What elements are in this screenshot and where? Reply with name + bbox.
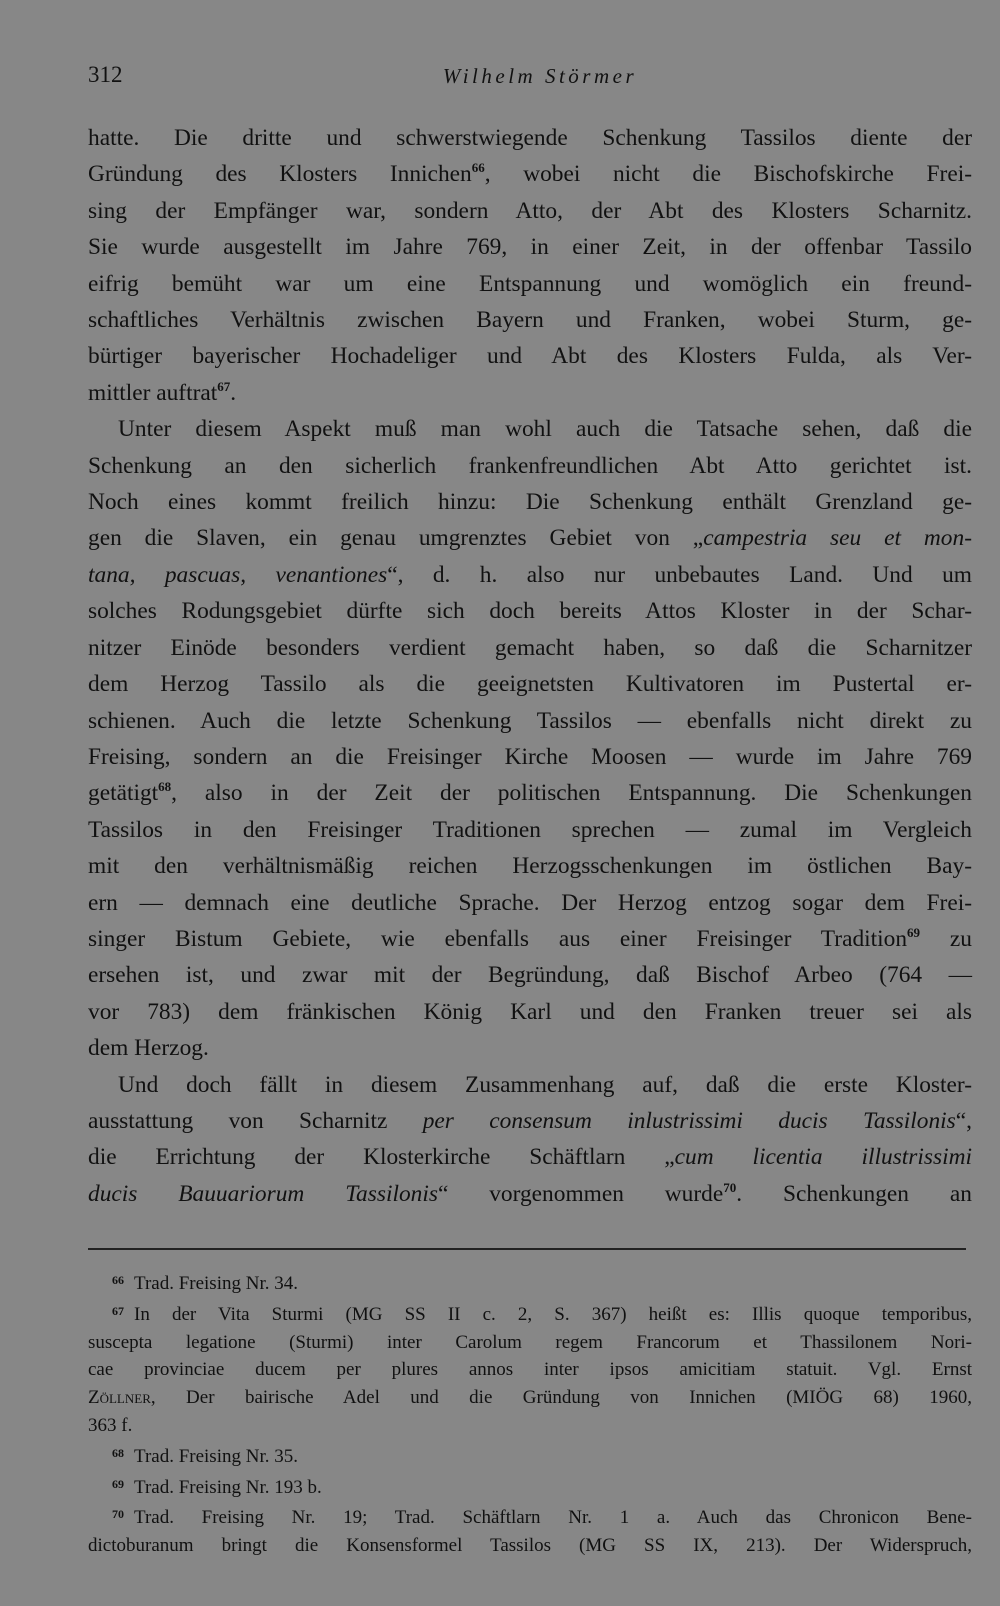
text-line: mittler auftrat$^{67}$. bbox=[88, 378, 237, 406]
text-line: tana, pascuas, venantiones“, d. h. also nur unbebautes Land. Und um bbox=[88, 561, 972, 588]
footnote-text: Trad. Freising Nr. 34. bbox=[134, 1273, 298, 1294]
paragraph-3 bbox=[88, 1067, 972, 1213]
footnote-ref-69[interactable]: 69 bbox=[907, 924, 921, 940]
text-line: mit den verhältnismäßig reichen Herzogsschenkungen im östlichen Bay- bbox=[88, 853, 972, 880]
text-line: Schenkung an den sicherlich frankenfreundlichen Abt Atto gerichtet ist. bbox=[88, 452, 972, 479]
running-head: Wilhelm Störmer bbox=[442, 64, 638, 88]
page-header bbox=[88, 62, 952, 96]
text-line: Noch eines kommt freilich hinzu: Die Schenkung enthält Grenzland ge- bbox=[88, 489, 972, 516]
footnote-text: suscepta legatione (Sturmi) inter Carolum regem Francorum et Thassilonem Nori- bbox=[88, 1331, 972, 1353]
text-line: die Errichtung der Klosterkirche Schäftlarn „cum licentia illustrissimi bbox=[88, 1144, 972, 1171]
text-line: ersehen ist, und zwar mit der Begründung, daß Bischof Arbeo (764 — bbox=[88, 962, 972, 989]
page-number: 312 bbox=[88, 62, 123, 87]
text-line: dem Herzog Tassilo als die geeignetsten Kultivatoren im Pustertal er- bbox=[88, 671, 972, 698]
footnote-text: Trad. Freising Nr. 35. bbox=[134, 1445, 298, 1467]
text-line: schaftliches Verhältnis zwischen Bayern und Franken, wobei Sturm, ge- bbox=[88, 307, 972, 334]
footnote-number: 67 bbox=[112, 1303, 124, 1318]
footnote-number: 66 bbox=[112, 1273, 124, 1287]
footnote-text: dictoburanum bringt die Konsensformel Tassilos (MG SS IX, 213). Der Widerspruch, bbox=[88, 1535, 972, 1557]
text-line: eifrig bemüht war um eine Entspannung und womöglich ein freund- bbox=[88, 270, 972, 297]
footnote-divider bbox=[88, 1248, 966, 1250]
text-line: Und doch fällt in diesem Zusammenhang auf, daß die erste Kloster- bbox=[118, 1071, 972, 1098]
author-name: Zöllner bbox=[88, 1387, 151, 1409]
text-line: dem Herzog. bbox=[88, 1035, 209, 1062]
footnote-ref-70[interactable]: 70 bbox=[723, 1179, 737, 1195]
text-line: sing der Empfänger war, sondern Atto, der Abt des Klosters Scharnitz. bbox=[88, 197, 972, 224]
footnote-ref-66[interactable]: 66 bbox=[471, 160, 485, 176]
footnote-text: Trad. Freising Nr. 19; Trad. Schäftlarn Nr. 1 a. Auch das Chronicon Bene- bbox=[134, 1507, 972, 1529]
footnote-text: cae provinciae ducem per plures annos inter ipsos amicitiam statuit. Vgl. Ernst bbox=[88, 1359, 972, 1381]
footnote-ref-68[interactable]: 68 bbox=[158, 779, 172, 795]
footnote-66 bbox=[88, 1267, 972, 1298]
text-line: vor 783) dem fränkischen König Karl und den Franken treuer sei als bbox=[88, 998, 972, 1025]
text-line: nitzer Einöde besonders verdient gemacht haben, so daß die Scharnitzer bbox=[88, 634, 972, 661]
footnote-70 bbox=[88, 1501, 972, 1560]
footnote-text: Zöllner, Der bairische Adel und die Gründung von Innichen (MIÖG 68) 1960, bbox=[88, 1387, 972, 1409]
text-line: Gründung des Klosters Innichen$^{66}$, wobei nicht die Bischofskirche Frei- bbox=[88, 160, 972, 188]
footnotes bbox=[88, 1267, 972, 1560]
text-line: hatte. Die dritte und schwerstwiegende Schenkung Tassilos diente der bbox=[88, 125, 972, 151]
footnote-number: 68 bbox=[112, 1445, 124, 1460]
paragraph-1 bbox=[88, 120, 972, 411]
text-line: Unter diesem Aspekt muß man wohl auch die Tatsache sehen, daß die bbox=[118, 416, 972, 443]
footnote-number: 70 bbox=[112, 1507, 124, 1522]
footnote-text: 363 f. bbox=[88, 1414, 133, 1436]
footnote-69 bbox=[88, 1471, 972, 1502]
text-line: Tassilos in den Freisinger Traditionen sprechen — zumal im Vergleich bbox=[88, 816, 972, 843]
paragraph-2 bbox=[88, 411, 972, 1066]
text-line: ausstattung von Scharnitz per consensum inlustrissimi ducis Tassilonis“, bbox=[88, 1107, 972, 1134]
footnote-ref-67[interactable]: 67 bbox=[217, 378, 231, 394]
text-line: singer Bistum Gebiete, wie ebenfalls aus einer Freisinger Tradition$^{69}$ zu bbox=[88, 924, 972, 952]
main-text bbox=[88, 120, 972, 1212]
text-line: Freising, sondern an die Freisinger Kirche Moosen — wurde im Jahre 769 bbox=[88, 743, 972, 770]
footnote-68 bbox=[88, 1440, 972, 1471]
footnote-text: Trad. Freising Nr. 193 b. bbox=[134, 1476, 322, 1498]
text-line: solches Rodungsgebiet dürfte sich doch bereits Attos Kloster in der Schar- bbox=[88, 598, 972, 625]
text-line: ducis Bauuariorum Tassilonis“ vorgenommen wurde$^{70}$. Schenkungen an bbox=[88, 1179, 972, 1207]
text-line: Sie wurde ausgestellt im Jahre 769, in einer Zeit, in der offenbar Tassilo bbox=[88, 234, 972, 261]
text-line: bürtiger bayerischer Hochadeliger und Abt des Klosters Fulda, als Ver- bbox=[88, 343, 972, 370]
text-line: getätigt$^{68}$, also in der Zeit der politischen Entspannung. Die Schenkungen bbox=[88, 779, 972, 807]
text-line: gen die Slaven, ein genau umgrenztes Gebiet von „campestria seu et mon- bbox=[88, 525, 972, 552]
text-line: ern — demnach eine deutliche Sprache. Der Herzog entzog sogar dem Frei- bbox=[88, 889, 972, 916]
text-line: schienen. Auch die letzte Schenkung Tassilos — ebenfalls nicht direkt zu bbox=[88, 707, 972, 734]
footnote-text: In der Vita Sturmi (MG SS II c. 2, S. 367) heißt es: Illis quoque temporibus, bbox=[134, 1303, 972, 1325]
footnote-67 bbox=[88, 1298, 972, 1440]
footnote-number: 69 bbox=[112, 1476, 124, 1491]
